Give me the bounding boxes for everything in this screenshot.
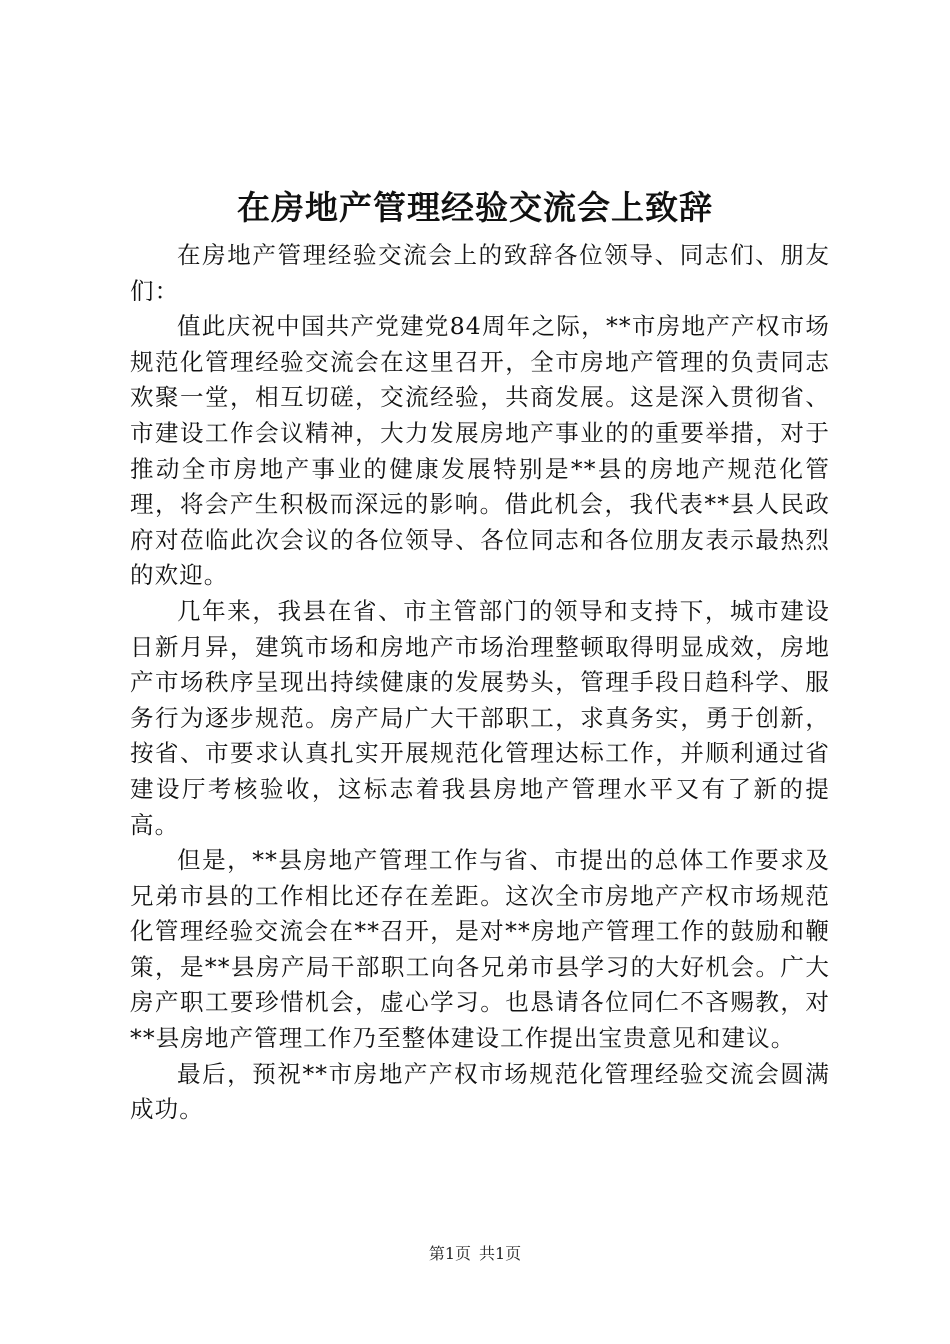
document-body	[130, 238, 830, 1128]
paragraph-closing: 最后，预祝**市房地产产权市场规范化管理经验交流会圆满成功。	[130, 1059, 830, 1124]
paragraph-opening: 值此庆祝中国共产党建党84周年之际，**市房地产产权市场规范化管理经验交流会在这里召开，全市房地产管理的负责同志欢聚一堂，相互切磋，交流经验，共商发展。这是深入贯彻省、市建设工作会议精神，大力发展房地产事业的的重要举措，对于推动全市房地产事业的健康发展特别是**县的房地产规范化管理，将会产生积极而深远的影响。借此机会，我代表**县人民政府对莅临此次会议的各位领导、各位同志和各位朋友表示最热烈的欢迎。	[130, 312, 830, 590]
paragraph-salutation: 在房地产管理经验交流会上的致辞各位领导、同志们、朋友们：	[130, 241, 830, 305]
document-title: 在房地产管理经验交流会上致辞	[237, 188, 713, 227]
paragraph-achievements: 几年来，我县在省、市主管部门的领导和支持下，城市建设日新月异，建筑市场和房地产市场治理整顿取得明显成效，房地产市场秩序呈现出持续健康的发展势头，管理手段日趋科学、服务行为逐步规范。房产局广大干部职工，求真务实，勇于创新，按省、市要求认真扎实开展规范化管理达标工作，并顺利通过省建设厅考核验收，这标志着我县房地产管理水平又有了新的提高。	[130, 596, 830, 839]
page-footer	[0, 1243, 950, 1265]
page-total: 共1页	[479, 1244, 522, 1263]
page-number: 第1页	[428, 1244, 471, 1263]
paragraph-gaps: 但是，**县房地产管理工作与省、市提出的总体工作要求及兄弟市县的工作相比还存在差距。这次全市房地产产权市场规范化管理经验交流会在**召开，是对**房地产管理工作的鼓励和鞭策，是**县房产局干部职工向各兄弟市县学习的大好机会。广大房产职工要珍惜机会，虚心学习。也恳请各位同仁不吝赐教，对**县房地产管理工作乃至整体建设工作提出宝贵意见和建议。	[130, 846, 830, 1053]
